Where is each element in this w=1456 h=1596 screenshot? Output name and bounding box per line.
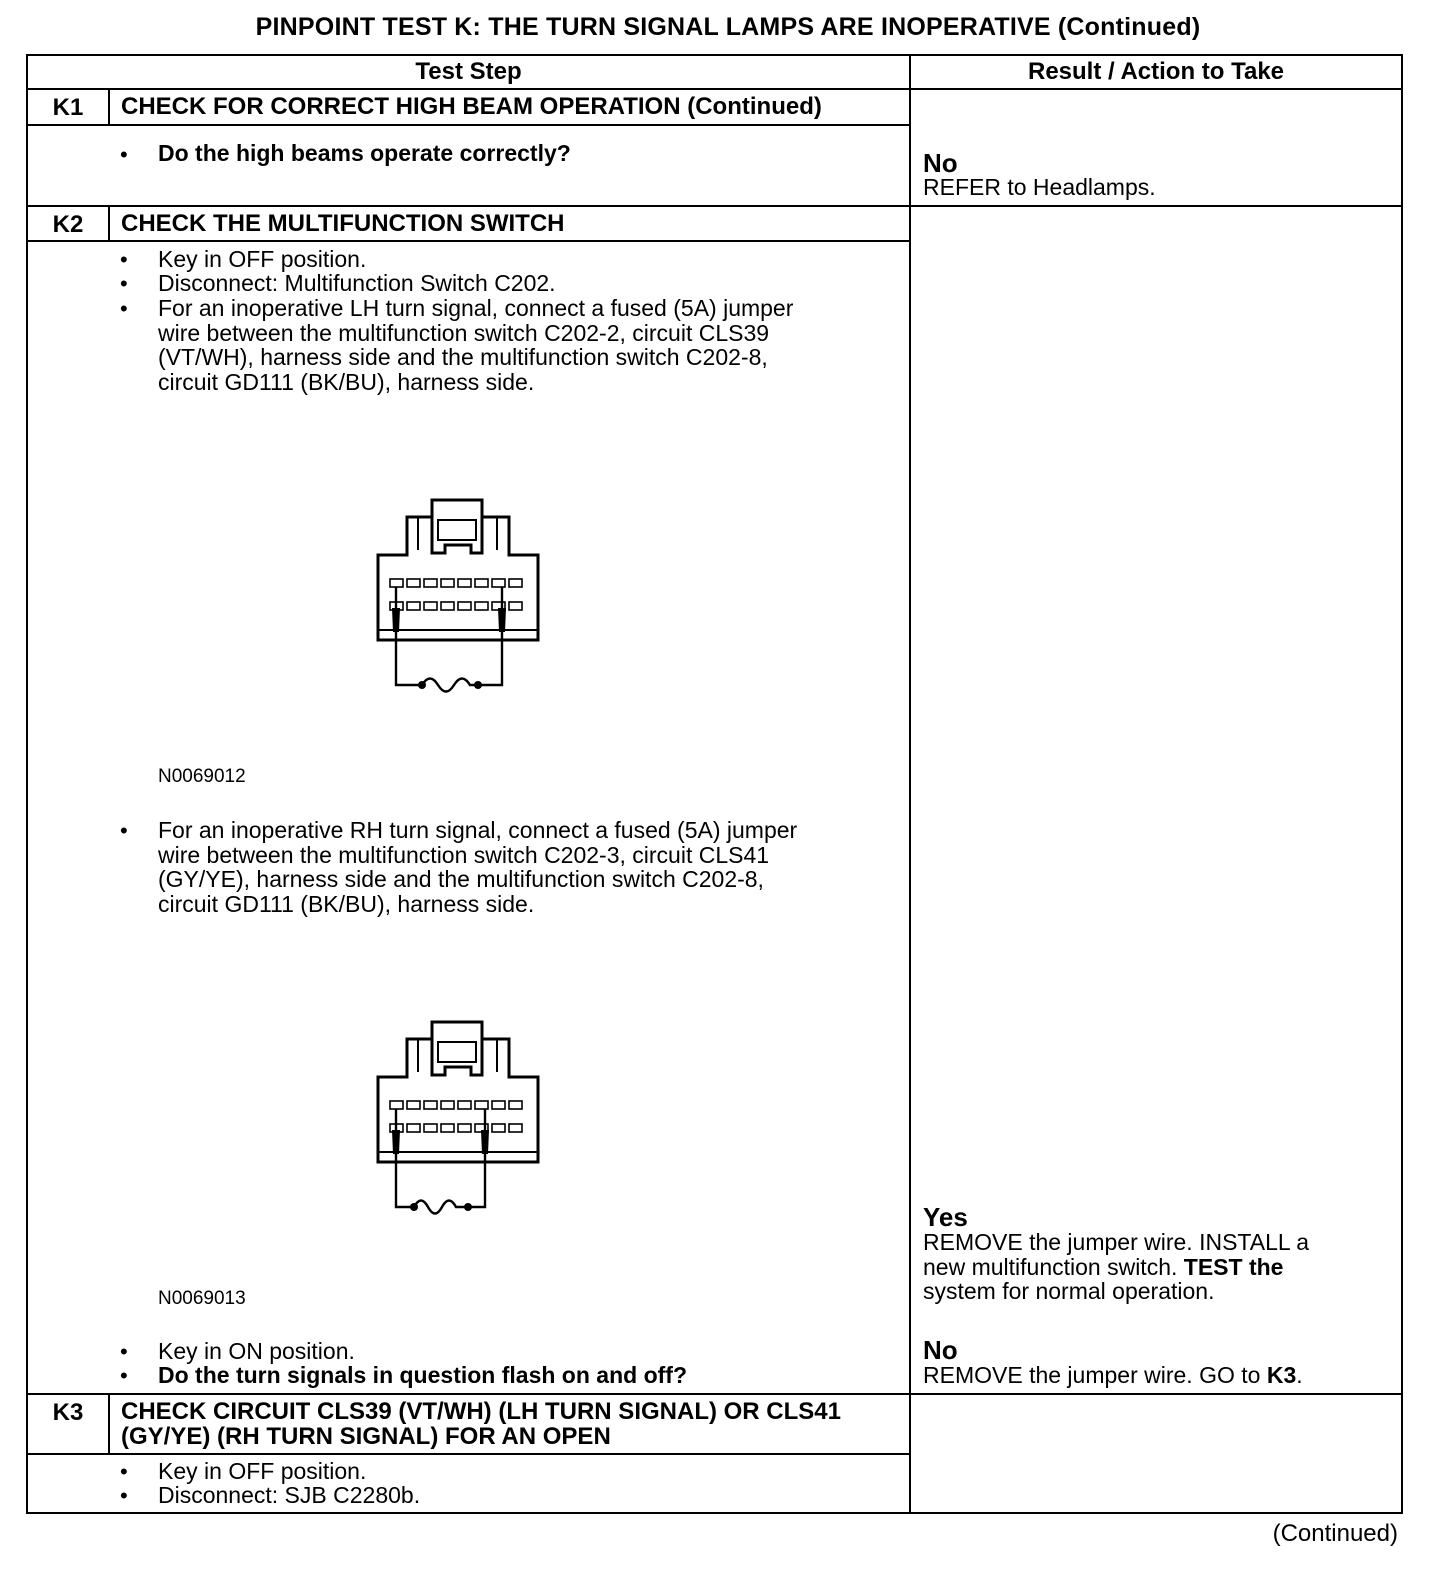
k2-no-action: REMOVE the jumper wire. GO to K3.	[923, 1362, 1303, 1388]
k3-bullet-2: Disconnect: SJB C2280b.	[158, 1482, 421, 1508]
k2-bullet-2: Disconnect: Multifunction Switch C202.	[158, 270, 556, 296]
bullet-icon: •	[120, 296, 128, 321]
k2-no-label: No	[923, 1335, 958, 1365]
step-heading-k2: CHECK THE MULTIFUNCTION SWITCH	[121, 210, 565, 237]
connector-diagram-lh	[370, 490, 550, 700]
step-heading-k1: CHECK FOR CORRECT HIGH BEAM OPERATION (Continued)	[121, 93, 822, 120]
bullet-icon: •	[120, 818, 128, 843]
k3-link[interactable]: K3	[1266, 1362, 1297, 1388]
connector-diagram-rh	[370, 1012, 550, 1222]
k2-question: Do the turn signals in question flash on and off?	[158, 1362, 687, 1388]
header-test-step: Test Step	[415, 58, 522, 85]
step-heading-k3: CHECK CIRCUIT CLS39 (VT/WH) (LH TURN SIGNAL) OR CLS41 (GY/YE) (RH TURN SIGNAL) FOR AN OPEN	[121, 1398, 841, 1450]
header-result: Result / Action to Take	[1027, 58, 1285, 85]
bullet-icon: •	[120, 1363, 128, 1388]
figure-id-2: N0069013	[158, 1288, 246, 1309]
bullet-icon: •	[120, 1339, 128, 1364]
bullet-icon: •	[120, 142, 128, 167]
step-id-k3: K3	[52, 1399, 84, 1426]
k1-question: Do the high beams operate correctly?	[158, 140, 571, 166]
k1-no-action: REFER to Headlamps.	[923, 174, 1156, 200]
k2-bullet-5: Key in ON position.	[158, 1338, 355, 1364]
k2-bullet-4: For an inoperative RH turn signal, connect a fused (5A) jumper wire between the multifunction switch C202-3, circuit CLS41 (GY/YE), harness side and the multifunction switch C202-8, circuit GD111 (BK/BU), harness side.	[158, 817, 798, 917]
bullet-icon: •	[120, 247, 128, 272]
bullet-icon: •	[120, 1459, 128, 1484]
k2-yes-action: REMOVE the jumper wire. INSTALL a new multifunction switch. TEST the system for normal operation.	[923, 1229, 1310, 1304]
step-id-k2: K2	[52, 211, 84, 238]
page-title: PINPOINT TEST K: THE TURN SIGNAL LAMPS ARE INOPERATIVE (Continued)	[255, 13, 1201, 41]
k2-bullet-1: Key in OFF position.	[158, 246, 367, 272]
bullet-icon: •	[120, 271, 128, 296]
figure-id-1: N0069012	[158, 766, 246, 787]
bullet-icon: •	[120, 1483, 128, 1508]
k2-yes-label: Yes	[923, 1202, 968, 1232]
k3-bullet-1: Key in OFF position.	[158, 1458, 367, 1484]
step-id-k1: K1	[52, 94, 84, 121]
continued-footer: (Continued)	[1272, 1520, 1398, 1547]
k1-no-label: No	[923, 148, 958, 178]
k2-bullet-3: For an inoperative LH turn signal, connect a fused (5A) jumper wire between the multifunction switch C202-2, circuit CLS39 (VT/WH), harness side and the multifunction switch C202-8, circuit GD111 (BK/BU), harness side.	[158, 295, 794, 395]
